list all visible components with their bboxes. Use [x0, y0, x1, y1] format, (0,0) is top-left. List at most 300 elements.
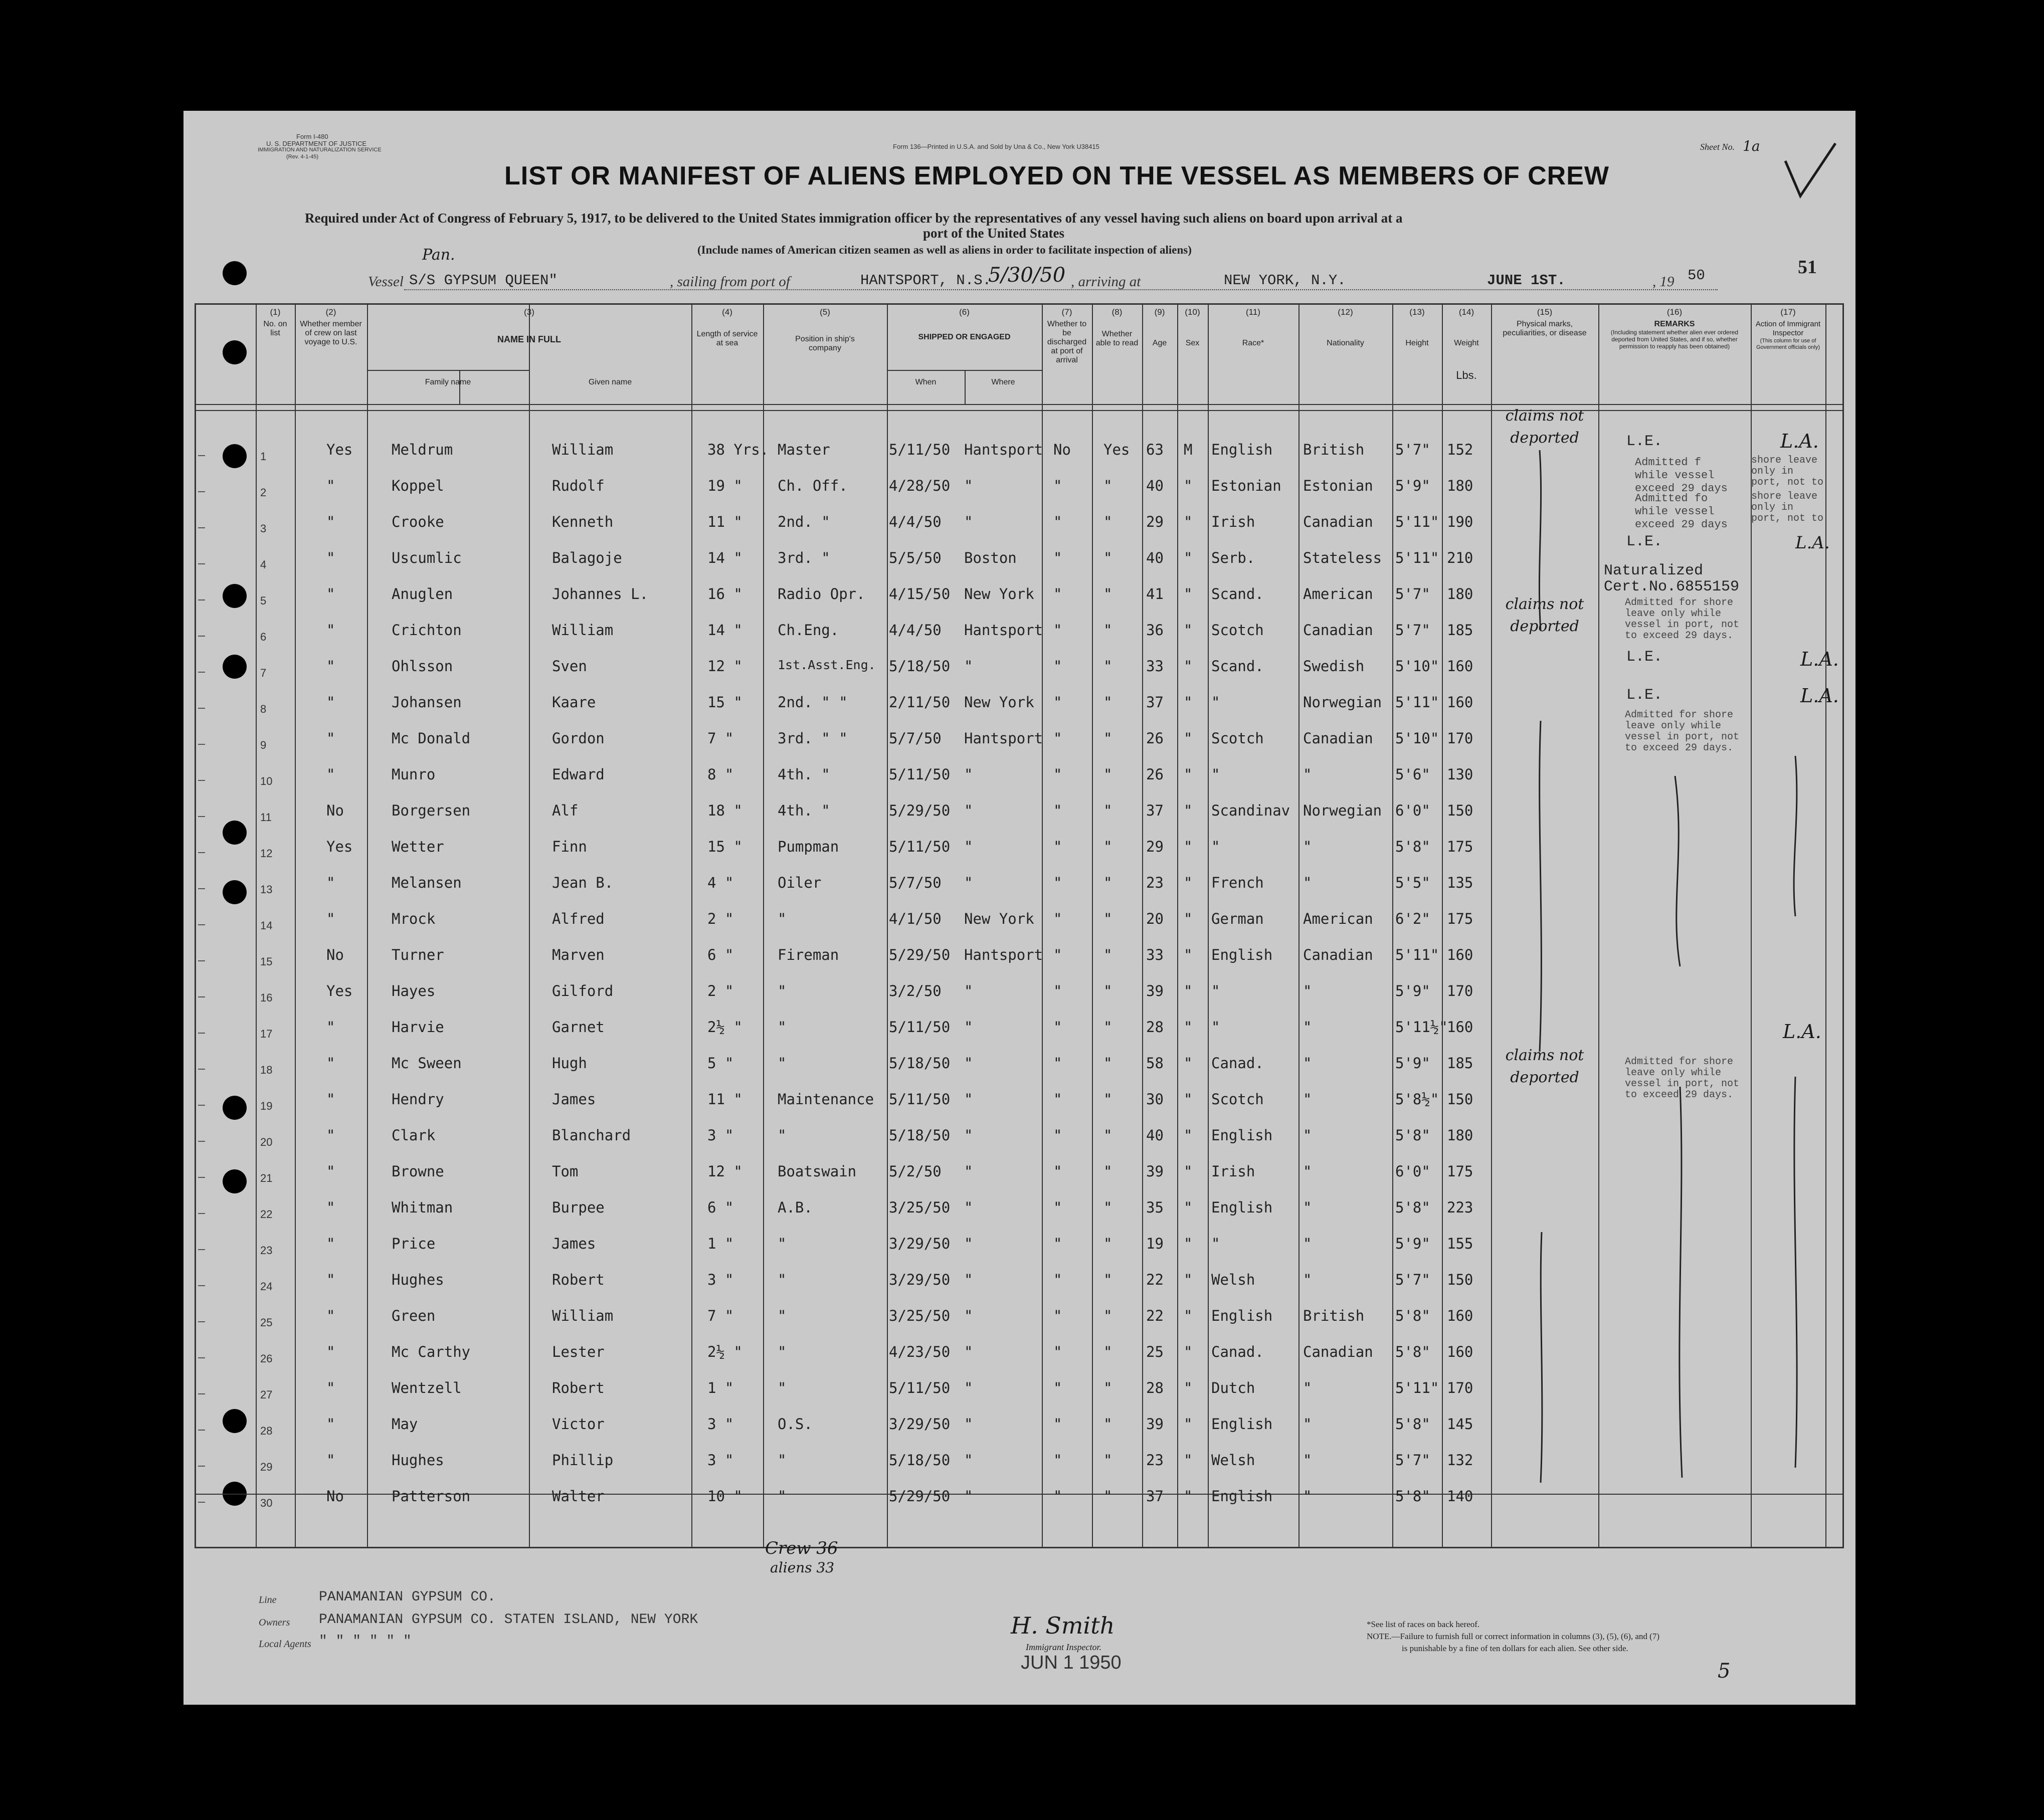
read-cell: " — [1103, 477, 1112, 494]
sex-cell: " — [1184, 910, 1193, 927]
page-title: LIST OR MANIFEST OF ALIENS EMPLOYED ON THE VESSEL AS MEMBERS OF CREW — [504, 161, 1609, 190]
prev-voyage-cell: " — [326, 1235, 335, 1252]
height-cell: 5'8" — [1395, 1488, 1430, 1505]
weight-cell: 170 — [1447, 982, 1473, 999]
table-row — [196, 1152, 1842, 1188]
remark-le: L.E. — [1626, 533, 1663, 550]
manifest-sheet — [183, 111, 1855, 1705]
race-cell: Scotch — [1211, 1091, 1264, 1108]
position-cell: Ch. Off. — [778, 477, 848, 494]
position-cell: Oiler — [778, 874, 822, 891]
nationality-cell: Stateless — [1303, 549, 1382, 566]
arrival-date: JUNE 1ST. — [1487, 272, 1566, 289]
given-name-cell: Garnet — [552, 1019, 605, 1036]
shipped-where-cell: " — [964, 838, 973, 855]
weight-cell: 175 — [1447, 838, 1473, 855]
table-row — [196, 971, 1842, 1007]
sex-cell: " — [1184, 1199, 1193, 1216]
age-cell: 23 — [1146, 1452, 1164, 1469]
row-number: 6 — [260, 631, 267, 643]
age-cell: 26 — [1146, 766, 1164, 783]
age-cell: 20 — [1146, 910, 1164, 927]
row-number: 19 — [260, 1100, 273, 1112]
row-number: 24 — [260, 1280, 273, 1293]
age-cell: 28 — [1146, 1019, 1164, 1036]
col-header-discharged: (7) Whether to be discharged at port of arrival — [1047, 307, 1087, 364]
age-cell: 37 — [1146, 1488, 1164, 1505]
table-row — [196, 899, 1842, 935]
age-cell: 37 — [1146, 694, 1164, 711]
weight-cell: 160 — [1447, 694, 1473, 711]
age-cell: 25 — [1146, 1343, 1164, 1360]
service-cell: 6 " — [707, 1199, 734, 1216]
table-row — [196, 755, 1842, 791]
nationality-cell: Canadian — [1303, 1343, 1373, 1360]
margin-tick — [198, 1285, 205, 1286]
row-number: 10 — [260, 775, 273, 787]
age-cell: 30 — [1146, 1091, 1164, 1108]
remark-le: L.E. — [1626, 687, 1663, 704]
margin-tick — [198, 1141, 205, 1142]
sailing-label: , sailing from port of — [670, 274, 790, 290]
given-name-cell: Marven — [552, 946, 605, 963]
sex-cell: " — [1184, 513, 1193, 530]
table-row — [196, 611, 1842, 647]
row-number: 27 — [260, 1388, 273, 1401]
age-cell: 40 — [1146, 477, 1164, 494]
prev-voyage-cell: " — [326, 1343, 335, 1360]
read-cell: " — [1103, 1019, 1112, 1036]
read-cell: " — [1103, 1199, 1112, 1216]
sex-cell: " — [1184, 477, 1193, 494]
margin-tick — [198, 1466, 205, 1467]
sex-cell: " — [1184, 1055, 1193, 1072]
race-cell: English — [1211, 1488, 1273, 1505]
position-cell: Radio Opr. — [778, 585, 865, 602]
shipped-when-cell: 5/11/50 — [889, 441, 951, 458]
race-cell: German — [1211, 910, 1264, 927]
position-cell: " — [778, 1343, 787, 1360]
weight-cell: 160 — [1447, 1019, 1473, 1036]
weight-cell: 160 — [1447, 1343, 1473, 1360]
agents-label: Local Agents — [259, 1639, 311, 1650]
position-cell: 4th. " — [778, 766, 830, 783]
height-cell: 5'11" — [1395, 694, 1439, 711]
weight-cell: 145 — [1447, 1415, 1473, 1433]
family-name-cell: Clark — [392, 1127, 436, 1144]
shipped-where-cell: " — [964, 982, 973, 999]
position-cell: O.S. — [778, 1415, 813, 1433]
service-cell: 15 " — [707, 694, 742, 711]
service-cell: 3 " — [707, 1452, 734, 1469]
arriving-port: NEW YORK, N.Y. — [1224, 272, 1346, 289]
margin-tick — [198, 636, 205, 637]
nationality-cell: Canadian — [1303, 730, 1373, 747]
shipped-when-cell: 3/25/50 — [889, 1307, 951, 1324]
subtitle-line2: port of the United States — [923, 226, 1064, 241]
discharged-cell: " — [1053, 1379, 1062, 1396]
given-name-cell: Johannes L. — [552, 585, 649, 602]
given-name-cell: Blanchard — [552, 1127, 631, 1144]
race-cell: " — [1211, 982, 1220, 999]
shipped-when-cell: 3/25/50 — [889, 1199, 951, 1216]
shipped-when-cell: 3/29/50 — [889, 1235, 951, 1252]
family-name-cell: Mc Sween — [392, 1055, 462, 1072]
action-la: L.A. — [1800, 648, 1839, 670]
shipped-where-cell: New York — [964, 694, 1034, 711]
col-header-weight: (14) Weight Lbs. — [1454, 307, 1479, 381]
discharged-cell: " — [1053, 1127, 1062, 1144]
given-name-cell: Tom — [552, 1163, 579, 1180]
discharged-cell: " — [1053, 766, 1062, 783]
races-note: *See list of races on back hereof. — [1367, 1620, 1480, 1629]
shipped-where-cell: " — [964, 1163, 973, 1180]
shipped-where-cell: " — [964, 1452, 973, 1469]
weight-cell: 180 — [1447, 477, 1473, 494]
nationality-cell: " — [1303, 874, 1312, 891]
shipped-where-cell: Hantsport — [964, 622, 1043, 639]
height-cell: 5'9" — [1395, 1055, 1430, 1072]
form-dept: U. S. DEPARTMENT OF JUSTICE — [266, 140, 367, 147]
shipped-where-cell: " — [964, 766, 973, 783]
service-cell: 38 Yrs. — [707, 441, 769, 458]
read-cell: " — [1103, 1307, 1112, 1324]
table-row — [196, 1224, 1842, 1260]
family-name-cell: Hayes — [392, 982, 436, 999]
sailing-port: HANTSPORT, N.S. — [860, 272, 992, 289]
table-row — [196, 1404, 1842, 1441]
prev-voyage-cell: " — [326, 622, 335, 639]
margin-tick — [198, 780, 205, 781]
family-name-cell: Munro — [392, 766, 436, 783]
shipped-when-cell: 5/18/50 — [889, 1127, 951, 1144]
shipped-when-cell: 5/11/50 — [889, 766, 951, 783]
position-cell: Fireman — [778, 946, 839, 963]
nationality-cell: Norwegian — [1303, 802, 1382, 819]
height-cell: 5'8" — [1395, 1415, 1430, 1433]
row-number: 15 — [260, 955, 273, 968]
race-cell: Scand. — [1211, 585, 1264, 602]
shipped-when-cell: 2/11/50 — [889, 694, 951, 711]
table-row — [196, 1477, 1842, 1513]
given-name-cell: William — [552, 1307, 614, 1324]
height-cell: 5'10" — [1395, 658, 1439, 675]
race-cell: Estonian — [1211, 477, 1281, 494]
discharged-cell: " — [1053, 1343, 1062, 1360]
read-cell: " — [1103, 910, 1112, 927]
service-cell: 14 " — [707, 549, 742, 566]
row-number: 5 — [260, 594, 267, 607]
table-row — [196, 538, 1842, 574]
col-header-shipped: (6) SHIPPED OR ENGAGED — [918, 307, 1011, 341]
col-header-physical-marks: (15) Physical marks, peculiarities, or disease — [1503, 307, 1587, 337]
shipped-when-cell: 5/18/50 — [889, 1055, 951, 1072]
service-cell: 10 " — [707, 1488, 742, 1505]
sailing-date: 5/30/50 — [988, 264, 1066, 287]
discharged-cell: " — [1053, 802, 1062, 819]
col-header-prev-voyage: (2) Whether member of crew on last voyage to U.S. — [300, 307, 362, 346]
date-stamp: JUN 1 1950 — [1021, 1652, 1122, 1673]
height-cell: 5'7" — [1395, 1452, 1430, 1469]
shipped-when-cell: 5/5/50 — [889, 549, 942, 566]
margin-tick — [198, 527, 205, 528]
row-number: 21 — [260, 1172, 273, 1184]
shipped-when-cell: 4/15/50 — [889, 585, 951, 602]
race-cell: " — [1211, 1019, 1220, 1036]
given-name-cell: Edward — [552, 766, 605, 783]
row-number: 11 — [260, 811, 272, 824]
height-cell: 5'8½" — [1395, 1091, 1439, 1108]
nationality-cell: " — [1303, 1055, 1312, 1072]
family-name-cell: Uscumlic — [392, 549, 462, 566]
age-cell: 40 — [1146, 549, 1164, 566]
weight-cell: 150 — [1447, 1271, 1473, 1288]
shipped-where-cell: Hantsport — [964, 441, 1043, 458]
sex-cell: " — [1184, 694, 1193, 711]
race-cell: Scandinav — [1211, 802, 1290, 819]
service-cell: 12 " — [707, 1163, 742, 1180]
read-cell: " — [1103, 549, 1112, 566]
failure-note-cont: is punishable by a fine of ten dollars for each alien. See other side. — [1402, 1644, 1628, 1653]
height-cell: 5'7" — [1395, 622, 1430, 639]
weight-cell: 150 — [1447, 1091, 1473, 1108]
family-name-cell: Crooke — [392, 513, 444, 530]
position-cell: Ch.Eng. — [778, 622, 839, 639]
row-number: 20 — [260, 1136, 273, 1148]
shipped-when-cell: 4/1/50 — [889, 910, 942, 927]
prev-voyage-cell: Yes — [326, 982, 353, 999]
shipped-where-cell: " — [964, 1379, 973, 1396]
race-cell: English — [1211, 946, 1273, 963]
family-name-cell: Mc Carthy — [392, 1343, 471, 1360]
vessel-name: S/S GYPSUM QUEEN" — [409, 272, 558, 289]
line-value: PANAMANIAN GYPSUM CO. — [319, 1589, 496, 1605]
discharged-cell: " — [1053, 1055, 1062, 1072]
service-cell: 1 " — [707, 1379, 734, 1396]
height-cell: 5'11½" — [1395, 1019, 1448, 1036]
family-name-cell: Wentzell — [392, 1379, 462, 1396]
row-number: 23 — [260, 1244, 273, 1257]
margin-tick — [198, 1105, 205, 1106]
nationality-cell: American — [1303, 910, 1373, 927]
margin-tick — [198, 888, 205, 889]
position-cell: " — [778, 1271, 787, 1288]
given-name-cell: James — [552, 1091, 596, 1108]
given-name-cell: Balagoje — [552, 549, 622, 566]
given-name-cell: Hugh — [552, 1055, 587, 1072]
service-cell: 2 " — [707, 910, 734, 927]
margin-tick — [198, 563, 205, 564]
table-row — [196, 466, 1842, 502]
shipped-when-cell: 5/11/50 — [889, 1091, 951, 1108]
margin-tick — [198, 1430, 205, 1431]
shipped-when-cell: 5/11/50 — [889, 1019, 951, 1036]
age-cell: 22 — [1146, 1271, 1164, 1288]
shipped-when-cell: 5/11/50 — [889, 838, 951, 855]
service-cell: 18 " — [707, 802, 742, 819]
table-row — [196, 574, 1842, 611]
discharged-cell: " — [1053, 513, 1062, 530]
physical-mark-note: claims not deported — [1505, 595, 1584, 635]
remark-admitted: Admitted fo while vessel exceed 29 days — [1635, 492, 1728, 531]
family-name-cell: Harvie — [392, 1019, 444, 1036]
margin-tick — [198, 1502, 205, 1503]
service-cell: 11 " — [707, 513, 742, 530]
remark-admitted: Admitted for shore leave only while vessel in port, not to exceed 29 days. — [1625, 709, 1740, 754]
table-row — [196, 1441, 1842, 1477]
prev-voyage-cell: " — [326, 1127, 335, 1144]
prev-voyage-cell: " — [326, 874, 335, 891]
read-cell: " — [1103, 694, 1112, 711]
position-cell: 2nd. " " — [778, 694, 848, 711]
nationality-cell: " — [1303, 1271, 1312, 1288]
age-cell: 40 — [1146, 1127, 1164, 1144]
nationality-cell: " — [1303, 1127, 1312, 1144]
col-header-read: (8) Whether able to read — [1095, 307, 1139, 347]
height-cell: 5'10" — [1395, 730, 1439, 747]
given-name-cell: Kenneth — [552, 513, 614, 530]
remark-naturalized-cert: Cert.No.6855159 — [1604, 578, 1740, 595]
col-header-sex: (10) Sex — [1185, 307, 1200, 347]
sex-cell: " — [1184, 1019, 1193, 1036]
given-name-cell: Alfred — [552, 910, 605, 927]
page-number: 51 — [1798, 257, 1817, 278]
service-cell: 7 " — [707, 1307, 734, 1324]
age-cell: 29 — [1146, 513, 1164, 530]
family-name-cell: Wetter — [392, 838, 444, 855]
family-name-cell: Mrock — [392, 910, 436, 927]
given-name-cell: Victor — [552, 1415, 605, 1433]
nationality-cell: " — [1303, 1091, 1312, 1108]
row-number: 13 — [260, 883, 273, 896]
col-header-name: (3) NAME IN FULL — [497, 307, 561, 344]
family-name-cell: Green — [392, 1307, 436, 1324]
sex-cell: " — [1184, 982, 1193, 999]
discharged-cell: " — [1053, 694, 1062, 711]
col-header-no: (1) No. on list — [263, 307, 287, 337]
crew-count: Crew 36 — [765, 1538, 838, 1558]
discharged-cell: " — [1053, 1271, 1062, 1288]
table-row — [196, 1296, 1842, 1332]
sex-cell: " — [1184, 1163, 1193, 1180]
shipped-where-cell: " — [964, 1055, 973, 1072]
margin-tick — [198, 924, 205, 925]
margin-tick — [198, 744, 205, 745]
shipped-where-cell: New York — [964, 910, 1034, 927]
family-name-cell: Hughes — [392, 1271, 444, 1288]
remark-le: L.E. — [1626, 433, 1663, 450]
sheet-number: 1a — [1743, 138, 1760, 154]
given-name-cell: Gordon — [552, 730, 605, 747]
prev-voyage-cell: " — [326, 1307, 335, 1324]
shipped-when-cell: 5/2/50 — [889, 1163, 942, 1180]
shipped-when-cell: 3/29/50 — [889, 1271, 951, 1288]
vessel-line-underline — [404, 289, 1718, 290]
col-header-where: Where — [991, 378, 1015, 386]
position-cell: " — [778, 982, 787, 999]
shipped-where-cell: " — [964, 1488, 973, 1505]
col-header-height: (13) Height — [1405, 307, 1429, 347]
family-name-cell: Turner — [392, 946, 444, 963]
col-header-given-name: Given name — [588, 378, 632, 386]
height-cell: 5'5" — [1395, 874, 1430, 891]
nationality-cell: " — [1303, 838, 1312, 855]
year-value: 50 — [1688, 267, 1705, 284]
action-la: L.A. — [1783, 1021, 1821, 1043]
shipped-when-cell: 5/29/50 — [889, 802, 951, 819]
nationality-cell: British — [1303, 441, 1365, 458]
position-cell: Maintenance — [778, 1091, 874, 1108]
height-cell: 5'9" — [1395, 1235, 1430, 1252]
arriving-label: , arriving at — [1071, 274, 1141, 290]
discharged-cell: " — [1053, 874, 1062, 891]
row-number: 4 — [260, 558, 267, 571]
table-row — [196, 647, 1842, 683]
sex-cell: " — [1184, 1271, 1193, 1288]
age-cell: 33 — [1146, 658, 1164, 675]
discharged-cell: " — [1053, 1235, 1062, 1252]
margin-tick — [198, 1033, 205, 1034]
nationality-cell: " — [1303, 1199, 1312, 1216]
weight-cell: 223 — [1447, 1199, 1473, 1216]
weight-cell: 130 — [1447, 766, 1473, 783]
table-row — [196, 1116, 1842, 1152]
weight-cell: 132 — [1447, 1452, 1473, 1469]
row-number: 26 — [260, 1352, 273, 1365]
shipped-when-cell: 4/4/50 — [889, 513, 942, 530]
race-cell: French — [1211, 874, 1264, 891]
vessel-label: Vessel — [368, 274, 404, 290]
remark-le: L.E. — [1626, 649, 1663, 666]
ditto-stroke — [1530, 450, 1550, 1503]
position-cell: A.B. — [778, 1199, 813, 1216]
nationality-cell: British — [1303, 1307, 1365, 1324]
discharged-cell: " — [1053, 622, 1062, 639]
weight-cell: 190 — [1447, 513, 1473, 530]
nationality-cell: Canadian — [1303, 513, 1373, 530]
check-mark-icon — [1783, 141, 1838, 201]
age-cell: 39 — [1146, 982, 1164, 999]
shipped-when-cell: 4/4/50 — [889, 622, 942, 639]
height-cell: 5'11" — [1395, 549, 1439, 566]
position-cell: " — [778, 910, 787, 927]
row-number: 1 — [260, 450, 267, 463]
prev-voyage-cell: " — [326, 1091, 335, 1108]
read-cell: " — [1103, 1488, 1112, 1505]
race-cell: English — [1211, 1127, 1273, 1144]
sex-cell: " — [1184, 1127, 1193, 1144]
margin-tick — [198, 1249, 205, 1250]
table-row — [196, 502, 1842, 538]
row-number: 2 — [260, 486, 267, 499]
race-cell: " — [1211, 1235, 1220, 1252]
given-name-cell: William — [552, 441, 614, 458]
read-cell: " — [1103, 1415, 1112, 1433]
shipped-where-cell: " — [964, 658, 973, 675]
height-cell: 5'8" — [1395, 1199, 1430, 1216]
vessel-prefix-handwritten: Pan. — [422, 246, 455, 264]
row-number: 30 — [260, 1497, 273, 1509]
position-cell: 3rd. " " — [778, 730, 848, 747]
read-cell: " — [1103, 766, 1112, 783]
read-cell: " — [1103, 1235, 1112, 1252]
read-cell: " — [1103, 1452, 1112, 1469]
sex-cell: " — [1184, 658, 1193, 675]
row-number: 16 — [260, 991, 273, 1004]
given-name-cell: James — [552, 1235, 596, 1252]
row-number: 25 — [260, 1316, 273, 1329]
col-header-family-name: Family name — [425, 378, 471, 386]
